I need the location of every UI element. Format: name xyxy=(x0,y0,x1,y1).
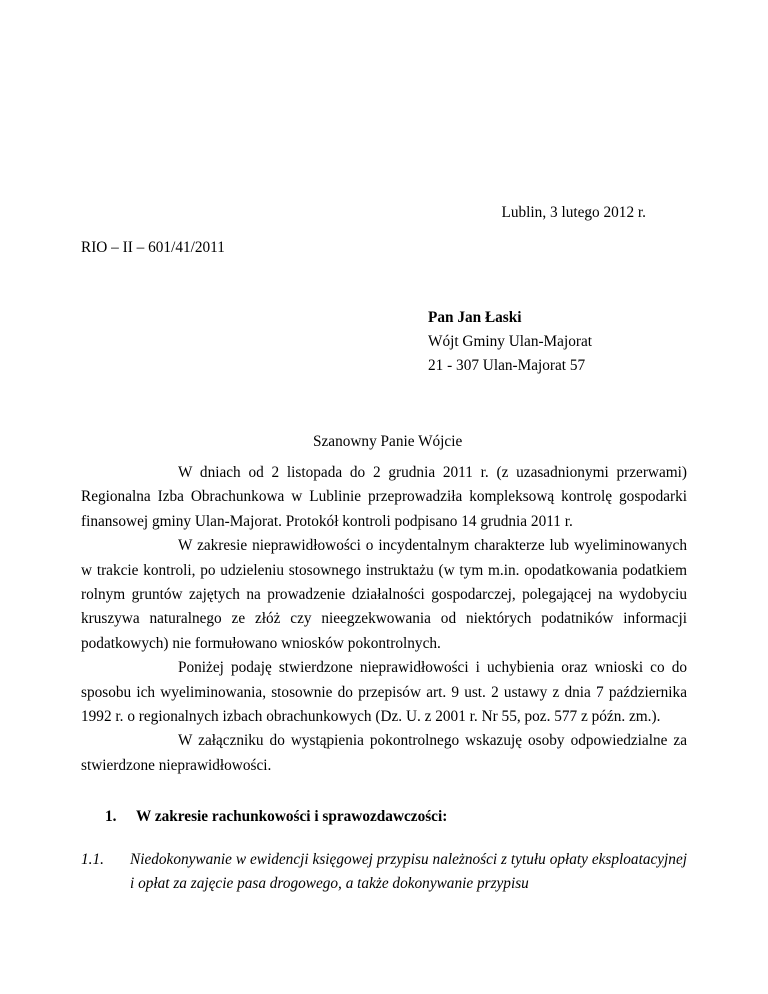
paragraph: W zakresie nieprawidłowości o incydentalnym charakterze lub wyeliminowanych w trakcie kontroli, po udzieleniu stosownego instruktażu (w tym m.in. opodatkowania podatkiem rolnym gruntów zajętych na prowadzenie działalności gospodarczej, polegającej na wydobyciu kruszywa naturalnego ze złóż czy nieegzekwowania od niektórych podatników informacji podatkowych) nie formułowano wniosków pokontrolnych. xyxy=(81,537,687,652)
section-title: W zakresie rachunkowości i sprawozdawczości: xyxy=(136,808,448,825)
subsection-text: Niedokonywanie w ewidencji księgowej przypisu należności z tytułu opłaty eksploatacyjnej i opłat za zajęcie pasa drogowego, a także dokonywanie przypisu xyxy=(130,851,687,893)
place-date: Lublin, 3 lutego 2012 r. xyxy=(501,204,646,221)
paragraph: W załączniku do wystąpienia pokontrolnego wskazuję osoby odpowiedzialne za stwierdzone nieprawidłowości. xyxy=(81,732,687,774)
recipient-address: 21 - 307 Ulan-Majorat 57 xyxy=(428,357,586,374)
paragraph: W dniach od 2 listopada do 2 grudnia 2011 r. (z uzasadnionymi przerwami) Regionalna Izba Obrachunkowa w Lublinie przeprowadziła kompleksową kontrolę gospodarki finansowej gminy Ulan-Majorat. Protokół kontroli podpisano 14 grudnia 2011 r. xyxy=(81,464,687,530)
salutation: Szanowny Panie Wójcie xyxy=(313,433,463,450)
subsection xyxy=(81,848,687,897)
paragraph: Poniżej podaję stwierdzone nieprawidłowości i uchybienia oraz wnioski co do sposobu ich wyeliminowania, stosownie do przepisów art. 9 ust. 2 ustawy z dnia 7 października 1992 r. o regionalnych izbach obrachunkowych (Dz. U. z 2001 r. Nr 55, poz. 577 z późn. zm.). xyxy=(81,659,687,726)
recipient-title: Wójt Gminy Ulan-Majorat xyxy=(428,333,592,350)
recipient-name: Pan Jan Łaski xyxy=(428,309,522,326)
subsection-number: 1.1. xyxy=(81,851,104,868)
letter-body xyxy=(81,461,687,778)
reference-number: RIO – II – 601/41/2011 xyxy=(81,239,225,256)
section-number: 1. xyxy=(105,808,117,825)
recipient-block xyxy=(428,306,592,378)
section-heading xyxy=(105,808,447,826)
